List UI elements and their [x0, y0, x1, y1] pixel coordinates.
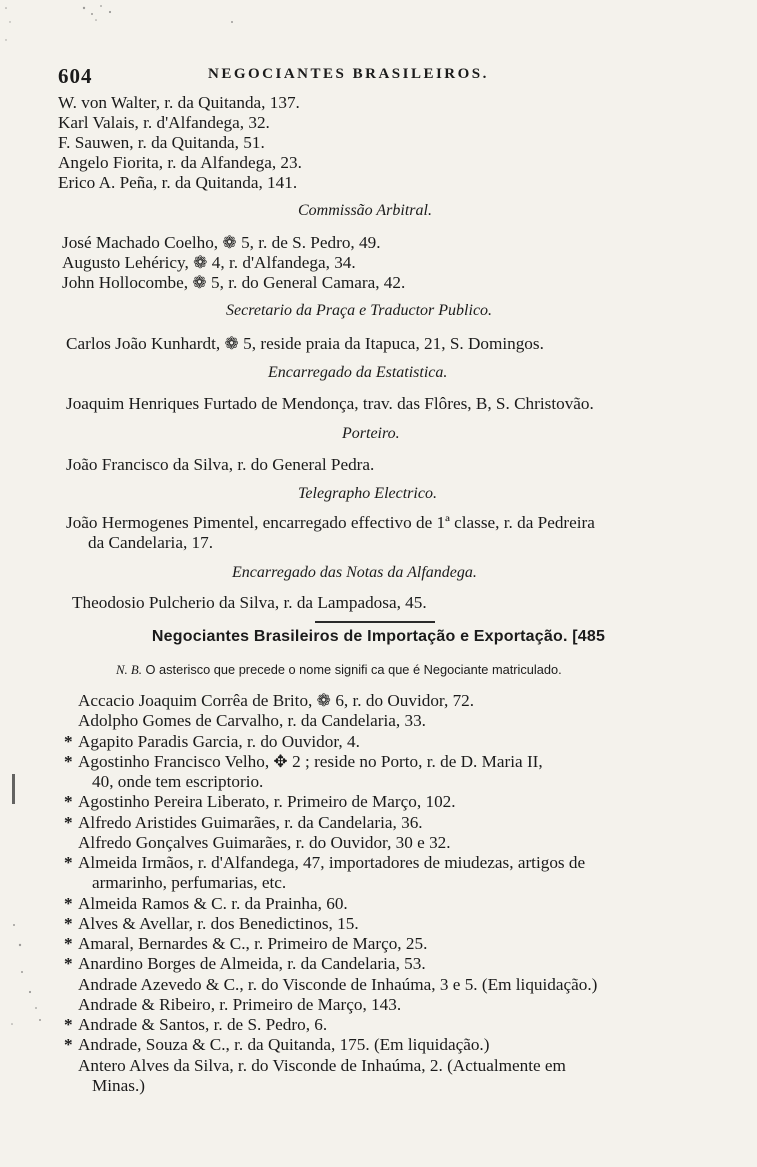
- merchant-text: Andrade, Souza & C., r. da Quitanda, 175. (Em liquidação.): [78, 1035, 490, 1055]
- entry-line: Erico A. Peña, r. da Quitanda, 141.: [58, 173, 298, 192]
- merchant-entry: [78, 710, 426, 731]
- merchant-text: Andrade Azevedo & C., r. do Visconde de Inhaúma, 3 e 5. (Em liquidação.): [78, 974, 598, 994]
- merchant-entry: [64, 1034, 490, 1055]
- merchant-text: Anardino Borges de Almeida, r. da Candelaria, 53.: [78, 954, 426, 974]
- note-text: O asterisco que precede o nome signifi ca que é Negociante matriculado.: [145, 662, 562, 677]
- merchant-text: Accacio Joaquim Corrêa de Brito, ❁ 6, r. do Ouvidor, 72.: [78, 691, 475, 710]
- main-heading: Negociantes Brasileiros de Importação e Exportação. [485: [151, 628, 606, 645]
- entry-line: Theodosio Pulcherio da Silva, r. da Lampadosa, 45.: [72, 593, 427, 612]
- merchant-text: Agapito Paradis Garcia, r. do Ouvidor, 4.: [78, 731, 360, 751]
- merchant-entry: [64, 791, 456, 812]
- entry-line: Karl Valais, r. d'Alfandega, 32.: [58, 113, 270, 132]
- merchant-entry: [64, 913, 359, 934]
- asterisk-mark: *: [64, 812, 73, 832]
- asterisk-mark: *: [64, 1015, 73, 1034]
- merchant-text: Antero Alves da Silva, r. do Visconde de Inhaúma, 2. (Actualmente em: [78, 1055, 566, 1075]
- section-heading-porteiro: Porteiro.: [342, 425, 400, 442]
- asterisk-mark: *: [64, 853, 73, 872]
- asterisk-mark: *: [64, 934, 73, 953]
- merchant-entry: [64, 731, 360, 752]
- merchant-text: Alfredo Gonçalves Guimarães, r. do Ouvidor, 30 e 32.: [78, 832, 451, 852]
- entry-line: John Hollocombe, ❁ 5, r. do General Camara, 42.: [62, 273, 406, 292]
- merchant-entry: [64, 953, 426, 974]
- entry-line: W. von Walter, r. da Quitanda, 137.: [58, 93, 300, 112]
- merchant-text: Alves & Avellar, r. dos Benedictinos, 15.: [78, 913, 359, 933]
- entry-line: Joaquim Henriques Furtado de Mendonça, trav. das Flôres, B, S. Christovão.: [66, 394, 594, 413]
- asterisk-mark: *: [64, 731, 73, 751]
- merchant-text: armarinho, perfumarias, etc.: [92, 873, 287, 893]
- entry-line: F. Sauwen, r. da Quitanda, 51.: [58, 133, 265, 152]
- section-heading-estatistica: Encarregado da Estatistica.: [268, 364, 448, 381]
- merchant-entry: [64, 852, 586, 873]
- merchant-text: Alfredo Aristides Guimarães, r. da Candelaria, 36.: [78, 812, 423, 832]
- nota-bene: [116, 662, 562, 678]
- merchant-entry: [92, 1075, 145, 1096]
- section-heading-telegrapho: Telegrapho Electrico.: [298, 485, 437, 502]
- merchant-entry: [64, 812, 423, 833]
- merchant-entry: [92, 872, 286, 893]
- asterisk-mark: *: [64, 893, 73, 913]
- merchant-entry: [78, 974, 597, 995]
- entry-line: Augusto Lehéricy, ❁ 4, r. d'Alfandega, 34.: [62, 253, 356, 272]
- entry-line: Angelo Fiorita, r. da Alfandega, 23.: [58, 153, 302, 172]
- section-heading-commissao: Commissão Arbitral.: [298, 202, 432, 219]
- merchant-text: Almeida Ramos & C. r. da Prainha, 60.: [78, 893, 348, 913]
- merchant-entry: [64, 1014, 328, 1035]
- entry-line: João Hermogenes Pimentel, encarregado effectivo de 1ª classe, r. da Pedreira: [66, 513, 595, 532]
- merchant-text: Almeida Irmãos, r. d'Alfandega, 47, importadores de miudezas, artigos de: [78, 853, 586, 872]
- asterisk-mark: *: [64, 751, 73, 771]
- page-header: [58, 64, 698, 88]
- merchant-text: Amaral, Bernardes & C., r. Primeiro de Março, 25.: [78, 934, 428, 953]
- entry-line: João Francisco da Silva, r. do General Pedra.: [66, 455, 375, 474]
- merchant-text: Adolpho Gomes de Carvalho, r. da Candelaria, 33.: [78, 711, 426, 731]
- entry-line: José Machado Coelho, ❁ 5, r. de S. Pedro, 49.: [62, 233, 381, 252]
- asterisk-mark: *: [64, 913, 73, 933]
- asterisk-mark: *: [64, 1035, 73, 1055]
- divider-rule: [315, 621, 435, 623]
- merchant-text: 40, onde tem escriptorio.: [92, 772, 264, 791]
- merchant-text: Agostinho Francisco Velho, ✥ 2 ; reside no Porto, r. de D. Maria II,: [78, 751, 543, 771]
- merchant-entry: [78, 994, 401, 1015]
- merchant-text: Minas.): [92, 1075, 145, 1095]
- merchant-entry: [64, 893, 348, 914]
- merchant-text: Andrade & Ribeiro, r. Primeiro de Março, 143.: [78, 994, 402, 1014]
- entry-line: da Candelaria, 17.: [88, 533, 214, 552]
- section-heading-notas: Encarregado das Notas da Alfandega.: [232, 564, 477, 581]
- page-number: 604: [58, 64, 93, 88]
- note-label: N. B.: [116, 663, 142, 677]
- merchant-entry: [78, 1055, 566, 1076]
- asterisk-mark: *: [64, 954, 73, 974]
- section-heading-secretario: Secretario da Praça e Traductor Publico.: [226, 302, 493, 319]
- entry-line: Carlos João Kunhardt, ❁ 5, reside praia da Itapuca, 21, S. Domingos.: [66, 334, 544, 353]
- merchant-entry: [78, 690, 474, 711]
- merchant-entry: [64, 751, 543, 772]
- merchant-entry: [78, 832, 451, 853]
- merchant-entry: [64, 933, 428, 954]
- running-title: NEGOCIANTES BRASILEIROS.: [208, 66, 489, 82]
- merchant-entry: [92, 771, 263, 792]
- merchant-text: Andrade & Santos, r. de S. Pedro, 6.: [78, 1015, 328, 1034]
- asterisk-mark: *: [64, 792, 73, 812]
- merchant-text: Agostinho Pereira Liberato, r. Primeiro de Março, 102.: [78, 792, 456, 812]
